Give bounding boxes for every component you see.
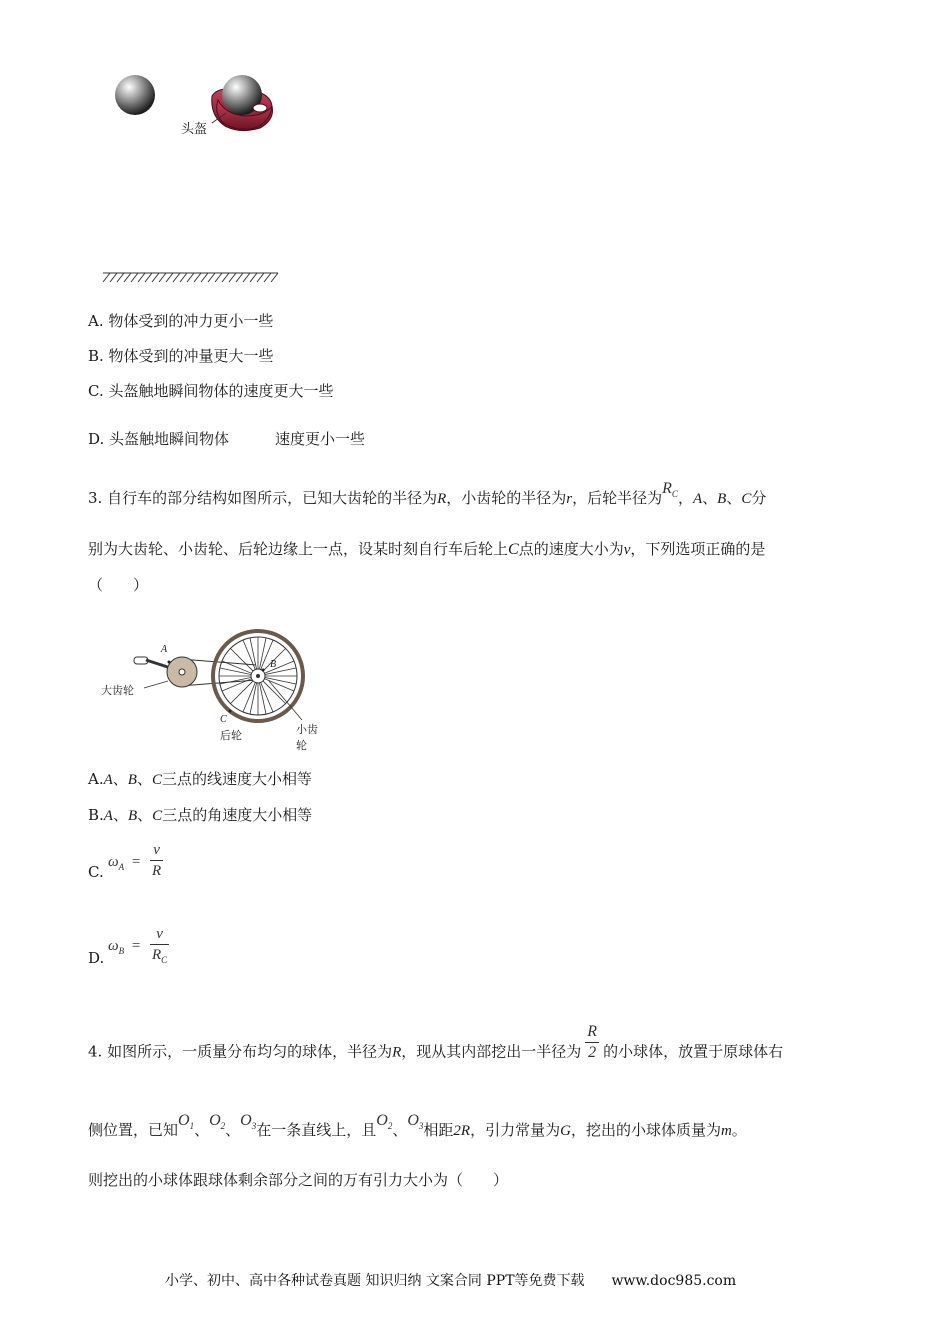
q2-option-d-part2: 速度更小一些 <box>275 430 366 448</box>
q3-stem-line1: 3. 自行车的部分结构如图所示，已知大齿轮的半径为R，小齿轮的半径为r，后轮半径为$R_C$，A、B、C分 <box>88 480 767 507</box>
helmet-label: 头盔 <box>181 122 208 137</box>
q3-option-d: D. $\omega_B$ = v $R_C$ <box>88 922 104 974</box>
q2-option-b: B. 物体受到的冲量更大一些 <box>88 347 274 365</box>
footer-text: 小学、初中、高中各种试卷真题 知识归纳 文案合同 PPT等免费下载 <box>165 1273 585 1289</box>
rc-symbol: $R_C$ <box>662 480 678 499</box>
footer-url[interactable]: www.doc985.com <box>611 1273 737 1289</box>
left-ball <box>115 75 155 115</box>
ground-hatch <box>103 273 278 282</box>
q3-option-a: A.A、B、C三点的线速度大小相等 <box>88 770 313 788</box>
bike-label-c: C <box>220 714 227 725</box>
q3-option-c: C. $\omega_A$ = v R <box>88 842 162 881</box>
omega-b-fraction: v $R_C$ <box>152 926 168 965</box>
q3-answer-brackets: （ ） <box>88 576 149 594</box>
omega-a-fraction: v R <box>152 842 162 879</box>
r-half-fraction: $\frac{R}{2}$ <box>587 1023 598 1061</box>
bike-label-b: B <box>270 659 277 670</box>
page-footer <box>165 1270 736 1290</box>
q2-option-d <box>88 429 365 449</box>
q2-option-a: A. 物体受到的冲力更小一些 <box>88 312 274 330</box>
q2-option-c: C. 头盔触地瞬间物体的速度更大一些 <box>88 382 334 400</box>
bike-label-big-gear: 大齿轮 <box>101 684 134 697</box>
bike-label-rear-wheel: 后轮 <box>220 729 242 742</box>
helmet-figure <box>100 68 300 288</box>
bike-figure <box>98 625 318 750</box>
q2-option-d-part1: D. 头盔触地瞬间物体 <box>88 430 230 448</box>
omega-b-formula: $\omega_B$ = <box>108 938 141 956</box>
q4-stem-line1: 4. 如图所示，一质量分布均匀的球体，半径为R，现从其内部挖出一半径为 $\frac{R}{2}$ 的小球体，放置于原球体右 <box>88 1023 784 1061</box>
helmet-figure-drawing <box>100 68 300 288</box>
omega-a-formula: $\omega_A$ = <box>108 854 141 872</box>
q4-stem-line2: 侧位置，已知$O_1$、$O_2$、$O_3$在一条直线上，且$O_2$、$O_3$相距2R，引力常量为G，挖出的小球体质量为m。 <box>88 1112 747 1139</box>
q3-stem-line2: 别为大齿轮、小齿轮、后轮边缘上一点，设某时刻自行车后轮上C点的速度大小为v，下列选项正确的是 <box>88 540 766 558</box>
bike-label-a: A <box>161 644 168 655</box>
q3-option-b: B.A、B、C三点的角速度大小相等 <box>88 806 313 824</box>
q4-stem-line3: 则挖出的小球体跟球体剩余部分之间的万有引力大小为（ ） <box>88 1171 509 1189</box>
bike-label-small-gear: 小齿轮 <box>296 723 318 752</box>
